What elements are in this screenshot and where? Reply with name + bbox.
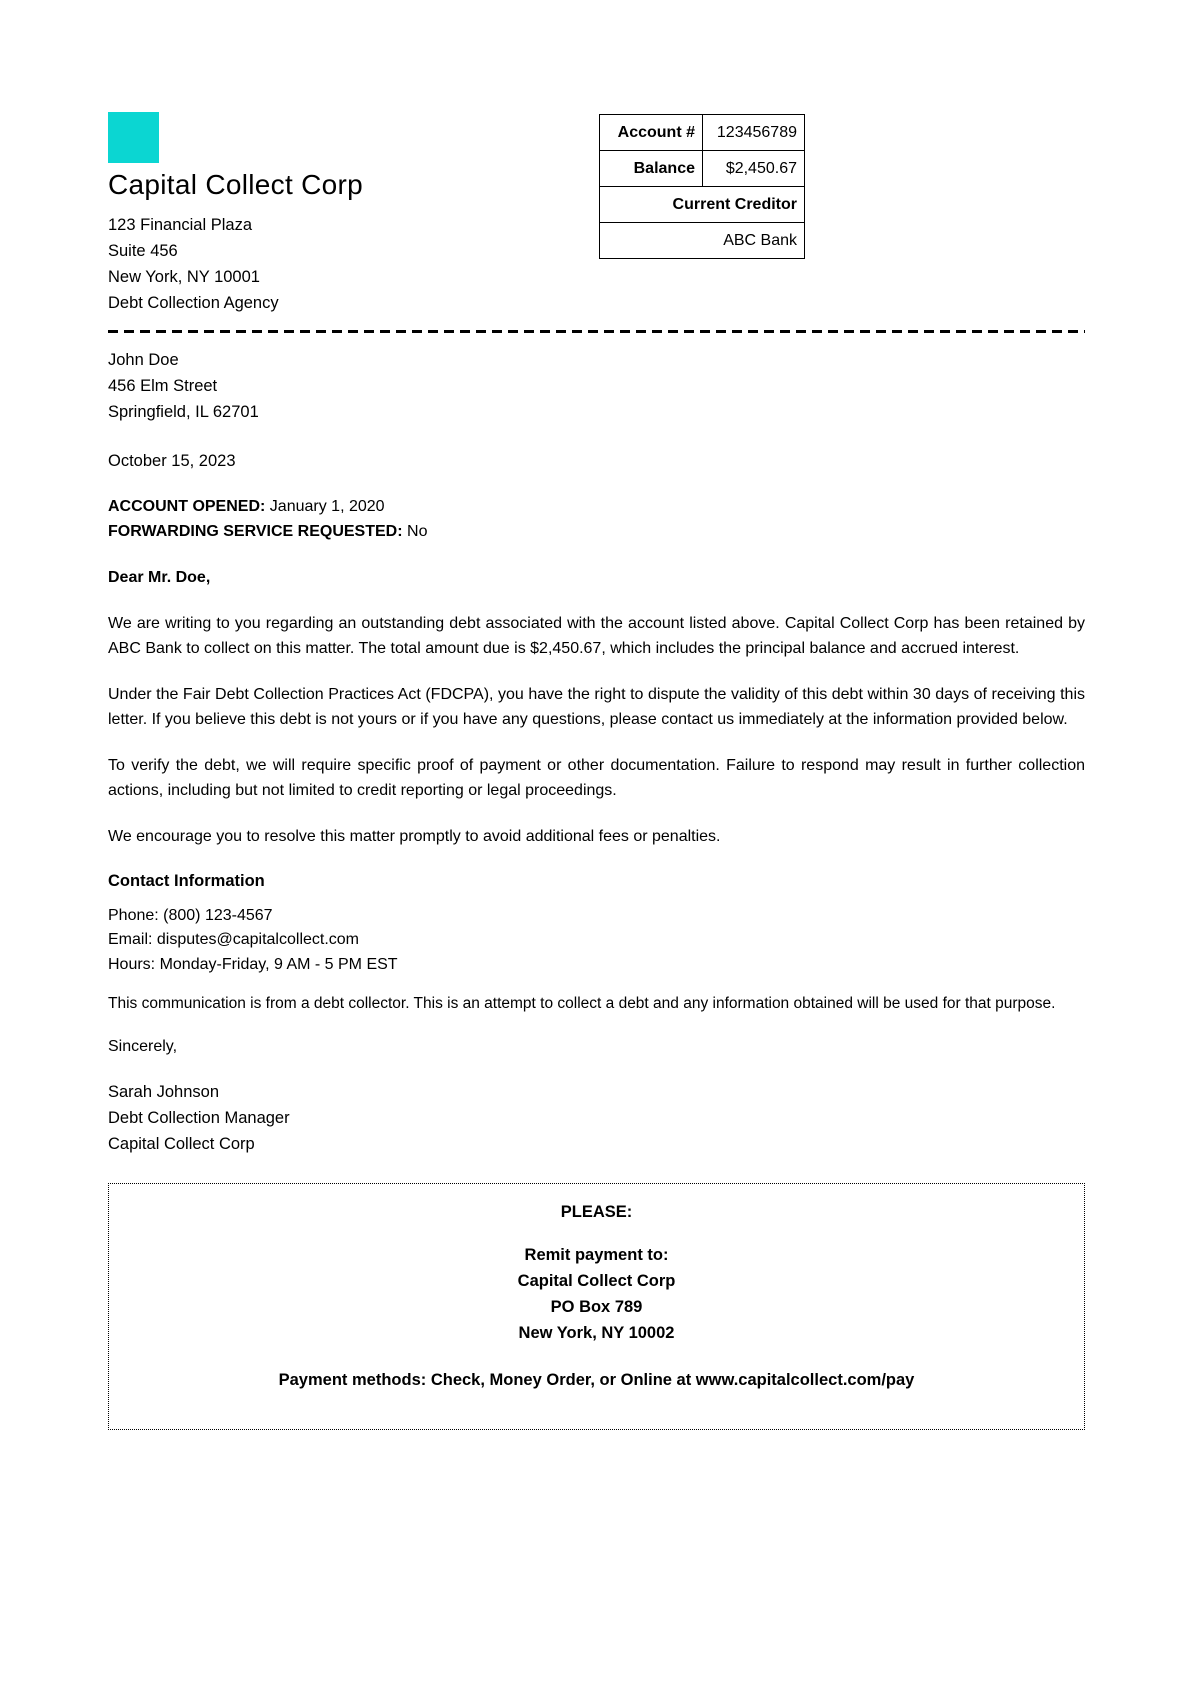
recipient-name: John Doe: [108, 350, 179, 369]
remit-line: Remit payment to:: [524, 1246, 669, 1265]
letter-date: October 15, 2023: [108, 451, 236, 470]
table-row: [600, 187, 805, 223]
forwarding-service-line: [108, 519, 1085, 544]
remit-line: Capital Collect Corp: [517, 1272, 676, 1291]
remit-line: PO Box 789: [550, 1298, 643, 1317]
account-opened-value: January 1, 2020: [269, 497, 385, 515]
payment-methods: Payment methods: Check, Money Order, or Online at www.capitalcollect.com/pay: [278, 1371, 915, 1390]
current-creditor-header: Current Creditor: [600, 187, 805, 223]
salutation: Dear Mr. Doe,: [108, 568, 211, 586]
body-paragraph: We are writing to you regarding an outstanding debt associated with the account listed above. Capital Collect Corp has been retained by ABC Bank to collect on this matter. The total amount due is $2,450.67, which includes the principal balance and accrued interest.: [108, 614, 1085, 657]
payment-box-title: PLEASE:: [560, 1203, 633, 1222]
dashed-separator: [108, 330, 1085, 333]
body-paragraph: We encourage you to resolve this matter promptly to avoid additional fees or penalties.: [108, 827, 721, 845]
account-opened-label: ACCOUNT OPENED:: [108, 497, 266, 515]
body-paragraph: Under the Fair Debt Collection Practices Act (FDCPA), you have the right to dispute the validity of this debt within 30 days of receiving this letter. If you believe this debt is not yours or if you have any questions, please contact us immediately at the information provided below.: [108, 685, 1085, 728]
company-logo: [108, 112, 159, 163]
contact-information: [108, 904, 1085, 978]
balance-label: Balance: [600, 151, 703, 187]
sender-address-line: Debt Collection Agency: [108, 294, 279, 312]
sender-address-line: Suite 456: [108, 242, 178, 260]
remit-address: [129, 1242, 1064, 1346]
account-number-label: Account #: [600, 115, 703, 151]
signer-name: Sarah Johnson: [108, 1083, 219, 1102]
recipient-city: Springfield, IL 62701: [108, 402, 259, 421]
contact-email: Email: disputes@capitalcollect.com: [108, 931, 360, 949]
table-row: [600, 151, 805, 187]
contact-information-heading: Contact Information: [108, 871, 265, 890]
table-row: [600, 115, 805, 151]
account-meta: [108, 494, 1085, 544]
current-creditor-value: ABC Bank: [600, 223, 805, 259]
sender-address-line: 123 Financial Plaza: [108, 216, 253, 234]
payment-box: [108, 1183, 1085, 1430]
debt-collector-disclaimer: This communication is from a debt collector. This is an attempt to collect a debt and any information obtained will be used for that purpose.: [108, 995, 1056, 1013]
remit-line: New York, NY 10002: [518, 1324, 675, 1343]
balance-value: $2,450.67: [703, 151, 805, 187]
body-paragraph: To verify the debt, we will require specific proof of payment or other documentation. Failure to respond may result in further collection actions, including but not limited to credit reporting or legal proceedings.: [108, 756, 1085, 799]
sender-address: [108, 212, 1085, 316]
company-name: Capital Collect Corp: [108, 169, 363, 200]
recipient-street: 456 Elm Street: [108, 376, 218, 395]
forwarding-service-value: No: [407, 522, 428, 540]
recipient-address: [108, 347, 1085, 425]
account-opened-line: [108, 494, 1085, 519]
sender-address-line: New York, NY 10001: [108, 268, 260, 286]
signer-company: Capital Collect Corp: [108, 1135, 255, 1154]
table-row: [600, 223, 805, 259]
contact-phone: Phone: (800) 123-4567: [108, 906, 273, 924]
forwarding-service-label: FORWARDING SERVICE REQUESTED:: [108, 522, 403, 540]
contact-hours: Hours: Monday-Friday, 9 AM - 5 PM EST: [108, 955, 398, 973]
account-summary-table: [599, 114, 805, 259]
account-number-value: 123456789: [703, 115, 805, 151]
letterhead: [108, 112, 1085, 316]
signature-block: [108, 1079, 1085, 1157]
signer-title: Debt Collection Manager: [108, 1109, 290, 1128]
closing-word: Sincerely,: [108, 1038, 178, 1056]
